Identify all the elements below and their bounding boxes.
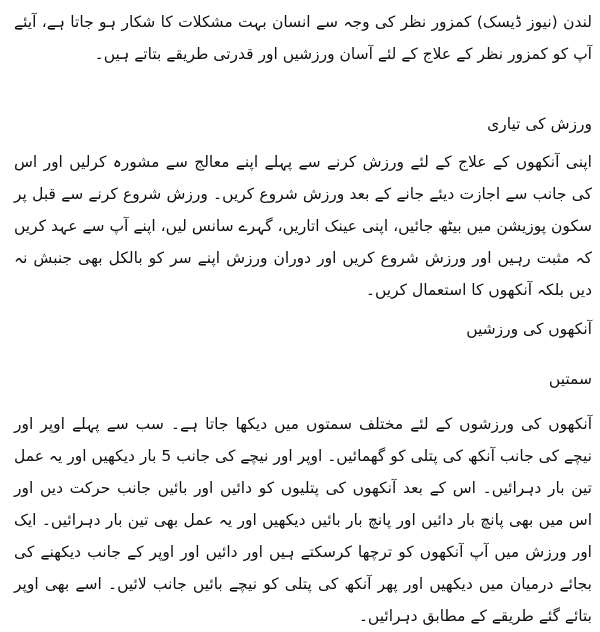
directions-paragraph: آنکھوں کی ورزشوں کے لئے مختلف سمتوں میں دیکھا جاتا ہے۔ سب سے پہلے اوپر اور نیچے کی جانب آنکھ کی پتلی کو گھمائیں۔ اوپر اور نیچے کی جانب 5 بار دیکھیں اور یہ عمل تین بار دہرائیں۔ اس کے بعد آنکھوں کی پتلیوں کو دائیں اور بائیں جانب حرکت دیں اور اس میں بھی پانچ بار دائیں اور پانچ بار بائیں دیکھیں اور یہ عمل بھی تین بار دہرائیں۔ ایک اور ورزش میں آپ آنکھوں کو ترچھا کرسکتے ہیں اور دائیں اور اوپر کے جانب دیکھنے کی بجائے درمیان میں دیکھیں اور پھر آنکھ کی پتلی کو نیچے بائیں جانب لائیں۔ اسے بھی اوپر بتائے گئے طریقے کے مطابق دہرائیں۔ <box>14 415 592 625</box>
heading-preparation: ورزش کی تیاری <box>487 115 592 133</box>
heading-eye-exercises: آنکھوں کی ورزشیں <box>466 320 592 338</box>
intro-paragraph: لندن (نیوز ڈیسک) کمزور نظر کی وجہ سے انسان بہت مشکلات کا شکار ہو جاتا ہے، آیئے آپ کو کمزور نظر کے علاج کے لئے آسان ورزشیں اور قدرتی طریقے بتاتے ہیں۔ <box>14 13 592 63</box>
preparation-paragraph: اپنی آنکھوں کے علاج کے لئے ورزش کرنے سے پہلے اپنے معالج سے مشورہ کرلیں اور اس کی جانب سے اجازت دیئے جانے کے بعد ورزش شروع کریں۔ ورزش شروع کرنے سے قبل پر سکون پوزیشن میں بیٹھ جائیں، اپنی عینک اتاریں، گہرے سانس لیں، اپنے آپ سے عہد کریں کہ مثبت رہیں اور ورزش شروع کریں اور دوران ورزش اپنے سر کو بالکل بھی جنبش نہ دیں بلکہ آنکھوں کا استعمال کریں۔ <box>14 153 592 299</box>
heading-directions: سمتیں <box>548 370 592 388</box>
